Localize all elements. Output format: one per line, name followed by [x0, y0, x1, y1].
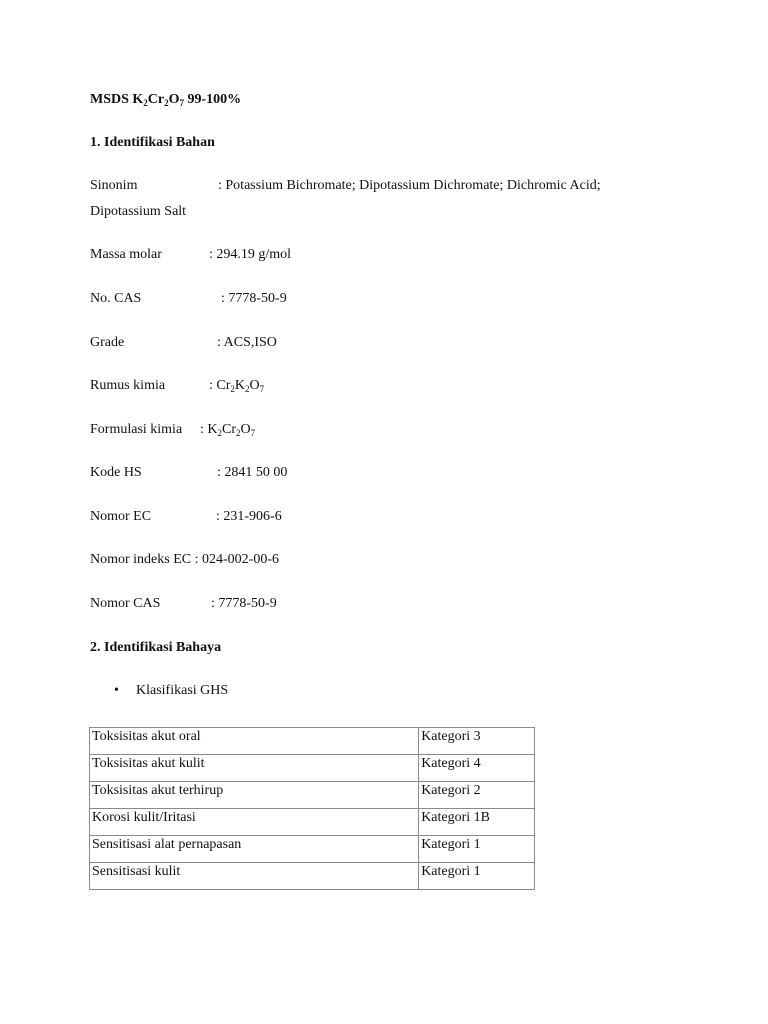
formulasi-kimia-sub-3: 7 [250, 428, 256, 438]
hazard-cell: Toksisitas akut terhirup [90, 782, 419, 809]
nomor-indeks-ec-label: Nomor indeks EC [90, 552, 192, 567]
rumus-kimia-sub-3: 7 [259, 384, 265, 394]
table-row [90, 836, 535, 863]
category-cell: Kategori 4 [419, 755, 535, 782]
grade-label: Grade [90, 335, 125, 350]
formulasi-kimia-text-2: O [240, 422, 251, 437]
kode-hs-value: : 2841 50 00 [217, 465, 288, 480]
category-cell: Kategori 1 [419, 863, 535, 890]
ghs-bullet-text: Klasifikasi GHS [136, 683, 229, 698]
massa-molar-label: Massa molar [90, 247, 162, 262]
ghs-classification-table [89, 727, 535, 890]
title-sub-3: 7 [179, 98, 185, 108]
title-text-2: O [168, 92, 180, 107]
sinonim-row [90, 178, 601, 194]
formulasi-kimia-row [90, 422, 255, 438]
rumus-kimia-sub-2: 2 [245, 384, 250, 394]
nomor-cas-row [90, 596, 277, 612]
bullet-icon: • [114, 683, 119, 698]
table-row [90, 863, 535, 890]
title-sub-2: 2 [164, 98, 169, 108]
no-cas-value: : 7778-50-9 [221, 291, 287, 306]
formulasi-kimia-prefix: : K [200, 422, 218, 437]
formulasi-kimia-label: Formulasi kimia [90, 422, 183, 437]
category-cell: Kategori 2 [419, 782, 535, 809]
title-suffix: 99-100% [184, 92, 242, 107]
formulasi-kimia-sub-1: 2 [217, 428, 222, 438]
grade-value: : ACS,ISO [217, 335, 277, 350]
hazard-cell: Toksisitas akut oral [90, 728, 419, 755]
kode-hs-label: Kode HS [90, 465, 142, 480]
hazard-cell: Toksisitas akut kulit [90, 755, 419, 782]
grade-row [90, 335, 277, 351]
massa-molar-value: : 294.19 g/mol [209, 247, 292, 262]
formulasi-kimia-sub-2: 2 [236, 428, 241, 438]
title-sub-1: 2 [143, 98, 148, 108]
hazard-cell: Korosi kulit/Iritasi [90, 809, 419, 836]
nomor-ec-row [90, 509, 282, 525]
sinonim-value: : Potassium Bichromate; Dipotassium Dichromate; Dichromic Acid; [218, 178, 601, 193]
sinonim-value-continued: Dipotassium Salt [90, 204, 187, 219]
hazard-cell: Sensitisasi alat pernapasan [90, 836, 419, 863]
category-cell: Kategori 1B [419, 809, 535, 836]
no-cas-row [90, 291, 287, 307]
rumus-kimia-prefix: : Cr [209, 378, 231, 393]
nomor-cas-value: : 7778-50-9 [211, 596, 277, 611]
section2-heading: 2. Identifikasi Bahaya [90, 640, 222, 655]
nomor-ec-value: : 231-906-6 [216, 509, 282, 524]
nomor-indeks-ec-value: : 024-002-00-6 [194, 552, 279, 567]
rumus-kimia-text-2: O [249, 378, 260, 393]
document-title [90, 92, 241, 108]
table-row [90, 809, 535, 836]
nomor-ec-label: Nomor EC [90, 509, 152, 524]
massa-molar-row [90, 247, 291, 263]
section1-heading: 1. Identifikasi Bahan [90, 135, 215, 150]
nomor-indeks-ec-row [90, 552, 279, 568]
nomor-cas-label: Nomor CAS [90, 596, 161, 611]
table-row [90, 728, 535, 755]
rumus-kimia-text-1: K [234, 378, 246, 393]
kode-hs-row [90, 465, 287, 481]
title-text-1: Cr [147, 92, 165, 107]
category-cell: Kategori 3 [419, 728, 535, 755]
table-row [90, 755, 535, 782]
rumus-kimia-label: Rumus kimia [90, 378, 166, 393]
no-cas-label: No. CAS [90, 291, 142, 306]
sinonim-label: Sinonim [90, 178, 138, 193]
table-row [90, 782, 535, 809]
rumus-kimia-sub-1: 2 [230, 384, 235, 394]
ghs-bullet-item [114, 683, 228, 699]
formulasi-kimia-text-1: Cr [222, 422, 236, 437]
title-prefix: MSDS K [90, 92, 144, 107]
hazard-cell: Sensitisasi kulit [90, 863, 419, 890]
category-cell: Kategori 1 [419, 836, 535, 863]
rumus-kimia-row [90, 378, 264, 394]
